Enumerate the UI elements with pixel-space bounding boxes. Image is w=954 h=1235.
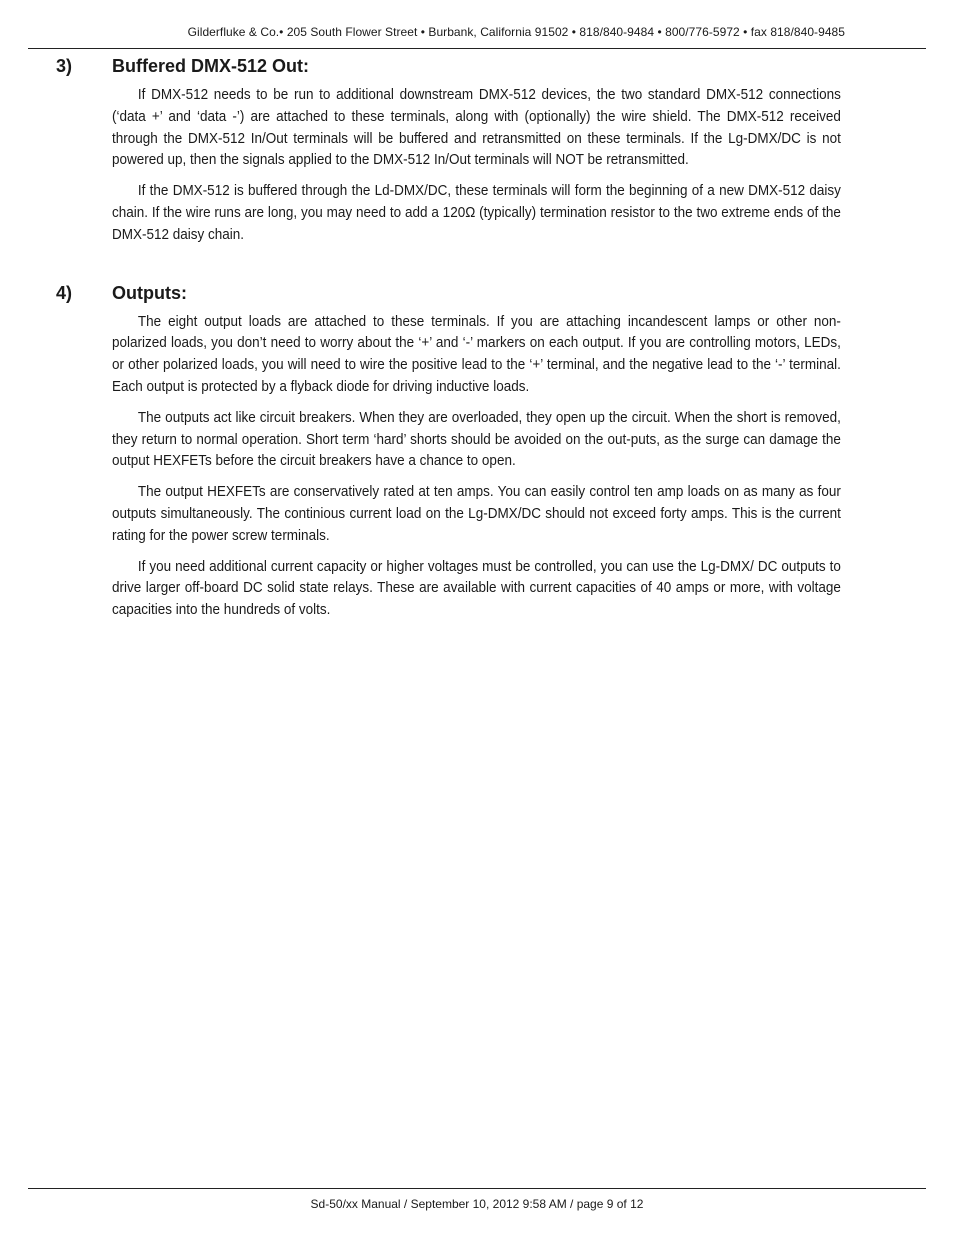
section-buffered-dmx-out [56, 56, 842, 247]
page-footer [28, 1188, 926, 1211]
page-content [56, 56, 842, 631]
section-number: 4) [56, 282, 73, 303]
section-title: Buffered DMX-512 Out: [112, 56, 310, 76]
paragraph: The eight output loads are attached to these terminals. If you are attaching incandescent lamps or other non-polarized loads, you don’t need to worry about the ‘+’ and ‘-’ markers on each output. If you are controlling motors, LEDs, or other polarized loads, you will need to wire the positive lead to the ‘+’ terminal, and the negative lead to the ‘-’ terminal. Each output is protected by a flyback diode for driving inductive loads. [112, 313, 841, 395]
paragraph: If the DMX-512 is buffered through the Ld-DMX/DC, these terminals will form the beginning of a new DMX-512 daisy chain. If the wire runs are long, you may need to add a 120Ω (typically) termination resistor to the two extreme ends of the DMX-512 daisy chain. [112, 183, 841, 243]
paragraph: If you need additional current capacity or higher voltages must be controlled, you can use the Lg-DMX/ DC outputs to drive larger off-board DC solid state relays. These are available with current capacities of 40 amps or more, with voltage capacities into the hundreds of volts. [112, 558, 841, 619]
section-heading [56, 283, 842, 304]
paragraph: If DMX-512 needs to be run to additional downstream DMX-512 devices, the two standard DMX-512 connections (‘data +’ and ‘data -’) are attached to these terminals, along with (optionally) the wire shield. The DMX-512 received through the DMX-512 In/Out terminals will be buffered and retransmitted on these terminals. If the Lg-DMX/DC is not powered up, then the signals applied to the DMX-512 In/Out terminals will NOT be retransmitted. [112, 87, 841, 169]
paragraph: The outputs act like circuit breakers. When they are overloaded, they open up the circuit. When the short is removed, they return to normal operation. Short term ‘hard’ shorts should be avoided on the out-puts, as the surge can damage the output HEXFETs before the circuit breakers have a chance to open. [112, 409, 841, 470]
paragraph: The output HEXFETs are conservatively rated at ten amps. You can easily control ten amp loads on as many as four outputs simultaneously. The continious current load on the Lg-DMX/DC should not exceed forty amps. This is the current rating for the power screw terminals. [112, 484, 841, 544]
section-title: Outputs: [112, 282, 187, 303]
section-heading [56, 56, 842, 77]
section-number: 3) [56, 56, 73, 76]
header-contact-line: Gilderfluke & Co.• 205 South Flower Street • Burbank, California 91502 • 818/840-9484 • 800/776-5972 • fax 818/840-9485 [187, 25, 845, 39]
footer-page-info: Sd-50/xx Manual / September 10, 2012 9:58 AM / page 9 of 12 [310, 1197, 644, 1211]
page-header [28, 22, 926, 49]
section-outputs [56, 283, 842, 622]
